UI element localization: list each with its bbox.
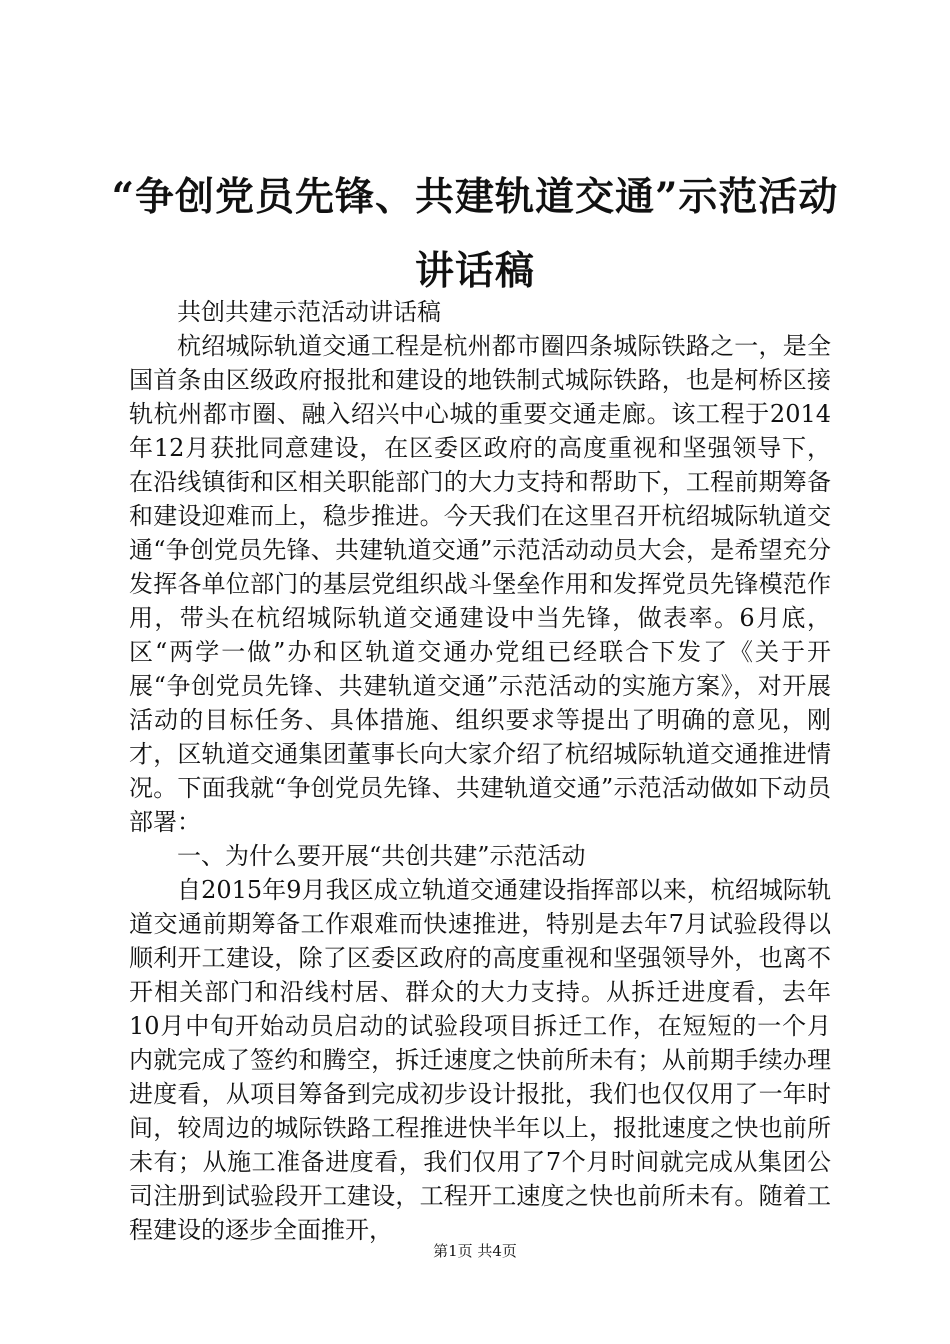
- paragraph-subtitle: 共创共建示范活动讲话稿: [177, 298, 441, 326]
- page-footer: 第1页 共4页: [433, 1242, 517, 1260]
- document-title: “争创党员先锋、共建轨道交通”示范活动讲话稿: [111, 174, 839, 294]
- document-body: [129, 295, 831, 1247]
- paragraph-intro: 杭绍城际轨道交通工程是杭州都市圈四条城际铁路之一，是全国首条由区级政府报批和建设的地铁制式城际铁路，也是柯桥区接轨杭州都市圈、融入绍兴中心城的重要交通走廊。该工程于2014年12月获批同意建设，在区委区政府的高度重视和坚强领导下，在沿线镇街和区相关职能部门的大力支持和帮助下，工程前期筹备和建设迎难而上，稳步推进。今天我们在这里召开杭绍城际轨道交通“争创党员先锋、共建轨道交通”示范活动动员大会，是希望充分发挥各单位部门的基层党组织战斗堡垒作用和发挥党员先锋模范作用，带头在杭绍城际轨道交通建设中当先锋，做表率。6月底，区“两学一做”办和区轨道交通办党组已经联合下发了《关于开展“争创党员先锋、共建轨道交通”示范活动的实施方案》，对开展活动的目标任务、具体措施、组织要求等提出了明确的意见，刚才，区轨道交通集团董事长向大家介绍了杭绍城际轨道交通推进情况。下面我就“争创党员先锋、共建轨道交通”示范活动做如下动员部署：: [129, 332, 831, 836]
- paragraph-progress: 自2015年9月我区成立轨道交通建设指挥部以来，杭绍城际轨道交通前期筹备工作艰难而快速推进，特别是去年7月试验段得以顺利开工建设，除了区委区政府的高度重视和坚强领导外，也离不开相关部门和沿线村居、群众的大力支持。从拆迁进度看，去年10月中旬开始动员启动的试验段项目拆迁工作，在短短的一个月内就完成了签约和腾空，拆迁速度之快前所未有；从前期手续办理进度看，从项目筹备到完成初步设计报批，我们也仅仅用了一年时间，较周边的城际铁路工程推进快半年以上，报批速度之快也前所未有；从施工准备进度看，我们仅用了7个月时间就完成从集团公司注册到试验段开工建设，工程开工速度之快也前所未有。随着工程建设的逐步全面推开，: [129, 876, 831, 1244]
- section-heading: 一、为什么要开展“共创共建”示范活动: [177, 842, 586, 870]
